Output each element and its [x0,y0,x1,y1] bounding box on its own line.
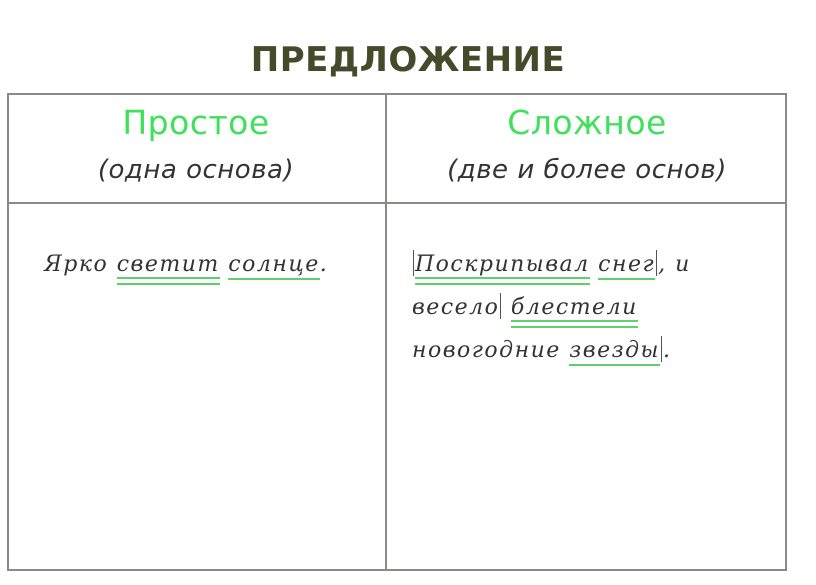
conjunction: , и [658,252,691,277]
space [590,252,599,277]
complex-heading: Сложное [507,103,667,142]
subject: звезды [569,338,660,366]
punctuation: . [319,252,329,277]
complex-sentence-example [412,243,691,372]
simple-heading: Простое [122,103,270,142]
simple-subheading: (одна основа) [97,155,295,185]
page-title: ПРЕДЛОЖЕНИЕ [250,40,566,80]
subject: снег [598,252,655,280]
sentence-line-3 [412,329,691,372]
clause-boundary-mark [656,250,657,276]
simple-sentence-example [44,243,328,286]
space [220,252,229,277]
word: весело [412,295,500,320]
header-divider [7,202,787,204]
clause-boundary-mark [413,250,414,276]
clause-boundary-mark [661,336,662,362]
word: новогодние [412,338,570,363]
subject: солнце [228,252,319,280]
clause-boundary-mark [500,293,501,319]
punctuation: . [662,338,672,363]
predicate: светит [116,252,220,277]
predicate: блестели [510,295,638,320]
word: Ярко [44,252,117,277]
predicate: Поскрипывал [415,252,590,277]
sentence-line-2 [412,286,691,329]
complex-subheading: (две и более основ) [447,155,727,185]
sentence-line-1 [412,243,691,286]
